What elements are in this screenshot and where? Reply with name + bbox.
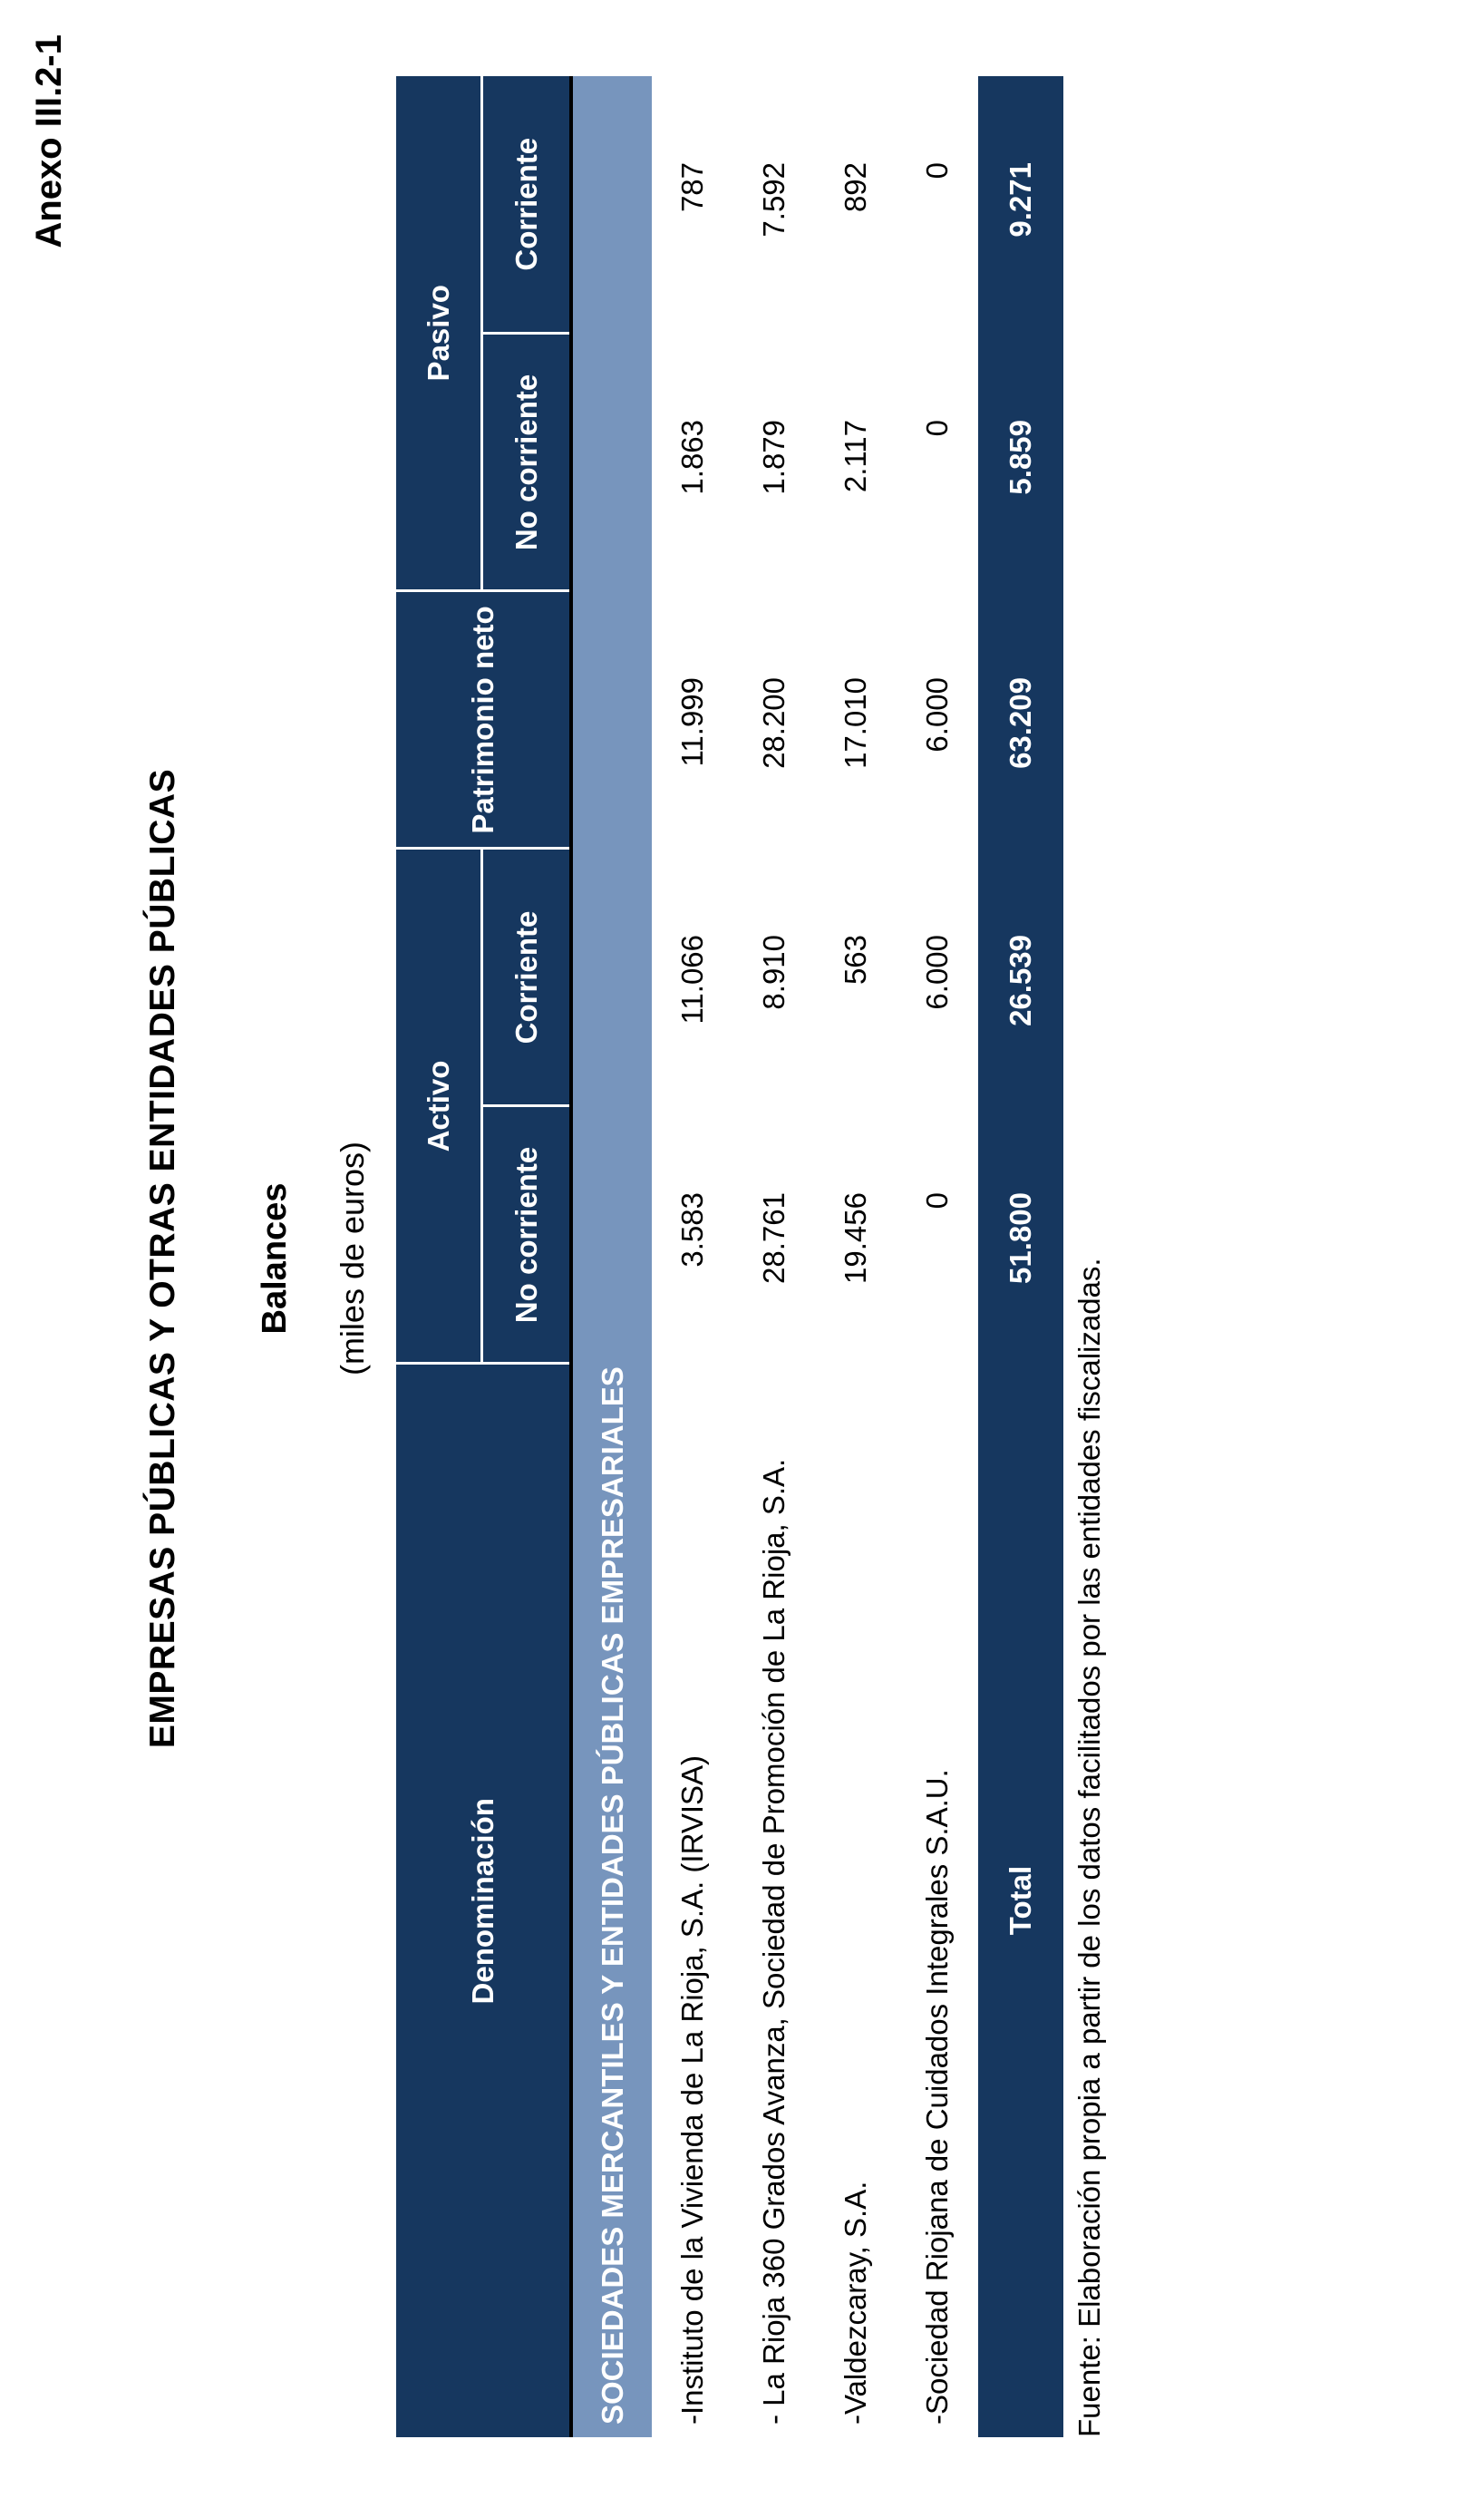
cell-activo-corriente: 11.066 — [652, 849, 733, 1106]
header-pasivo-corriente: Corriente — [482, 76, 572, 334]
cell-activo-corriente: 563 — [815, 849, 897, 1106]
cell-activo-corriente: 6.000 — [897, 849, 978, 1106]
total-pasivo-corriente: 9.271 — [978, 76, 1063, 334]
table-row — [897, 76, 978, 2437]
total-row — [978, 76, 1063, 2437]
balance-table — [396, 76, 1063, 2437]
row-label: - La Rioja 360 Grados Avanza, Sociedad de Promoción de La Rioja, S.A. — [733, 1364, 815, 2437]
source-note: Fuente: Elaboración propia a partir de los datos facilitados por las entidades fiscalizadas. — [1072, 1258, 1106, 2437]
table-row — [652, 76, 733, 2437]
total-patrimonio-neto: 63.209 — [978, 591, 1063, 849]
header-activo-no-corriente: No corriente — [482, 1106, 572, 1364]
row-label: -Valdezcaray, S.A. — [815, 1364, 897, 2437]
cell-pasivo-no-corriente: 1.879 — [733, 334, 815, 591]
page-subtitle: Balances — [256, 1182, 294, 1335]
cell-pasivo-corriente: 787 — [652, 76, 733, 334]
cell-activo-no-corriente: 28.761 — [733, 1106, 815, 1364]
header-group-pasivo: Pasivo — [396, 76, 482, 591]
total-pasivo-no-corriente: 5.859 — [978, 334, 1063, 591]
total-label: Total — [978, 1364, 1063, 2437]
cell-pasivo-corriente: 7.592 — [733, 76, 815, 334]
cell-patrimonio-neto: 28.200 — [733, 591, 815, 849]
page-title: EMPRESAS PÚBLICAS Y OTRAS ENTIDADES PÚBLICAS — [143, 768, 182, 1749]
cell-patrimonio-neto: 11.999 — [652, 591, 733, 849]
cell-activo-no-corriente: 19.456 — [815, 1106, 897, 1364]
header-activo-corriente: Corriente — [482, 849, 572, 1106]
section-title: SOCIEDADES MERCANTILES Y ENTIDADES PÚBLICAS EMPRESARIALES — [571, 76, 652, 2437]
cell-pasivo-no-corriente: 0 — [897, 334, 978, 591]
cell-pasivo-no-corriente: 1.863 — [652, 334, 733, 591]
header-patrimonio-neto: Patrimonio neto — [396, 591, 571, 849]
cell-pasivo-corriente: 892 — [815, 76, 897, 334]
cell-activo-no-corriente: 0 — [897, 1106, 978, 1364]
cell-pasivo-no-corriente: 2.117 — [815, 334, 897, 591]
header-group-activo: Activo — [396, 849, 482, 1364]
header-pasivo-no-corriente: No corriente — [482, 334, 572, 591]
units-note: (miles de euros) — [334, 1141, 371, 1376]
table-header — [396, 76, 571, 2437]
annex-label: Anexo III.2-1 — [29, 34, 69, 248]
cell-activo-no-corriente: 3.583 — [652, 1106, 733, 1364]
table-row — [733, 76, 815, 2437]
cell-pasivo-corriente: 0 — [897, 76, 978, 334]
table-row — [815, 76, 897, 2437]
header-denominacion: Denominación — [396, 1364, 571, 2437]
cell-patrimonio-neto: 6.000 — [897, 591, 978, 849]
section-row — [571, 76, 652, 2437]
row-label: -Sociedad Riojana de Cuidados Integrales S.A.U. — [897, 1364, 978, 2437]
cell-patrimonio-neto: 17.010 — [815, 591, 897, 849]
row-label: -Instituto de la Vivienda de La Rioja, S.A. (IRVISA) — [652, 1364, 733, 2437]
total-activo-corriente: 26.539 — [978, 849, 1063, 1106]
cell-activo-corriente: 8.910 — [733, 849, 815, 1106]
total-activo-no-corriente: 51.800 — [978, 1106, 1063, 1364]
